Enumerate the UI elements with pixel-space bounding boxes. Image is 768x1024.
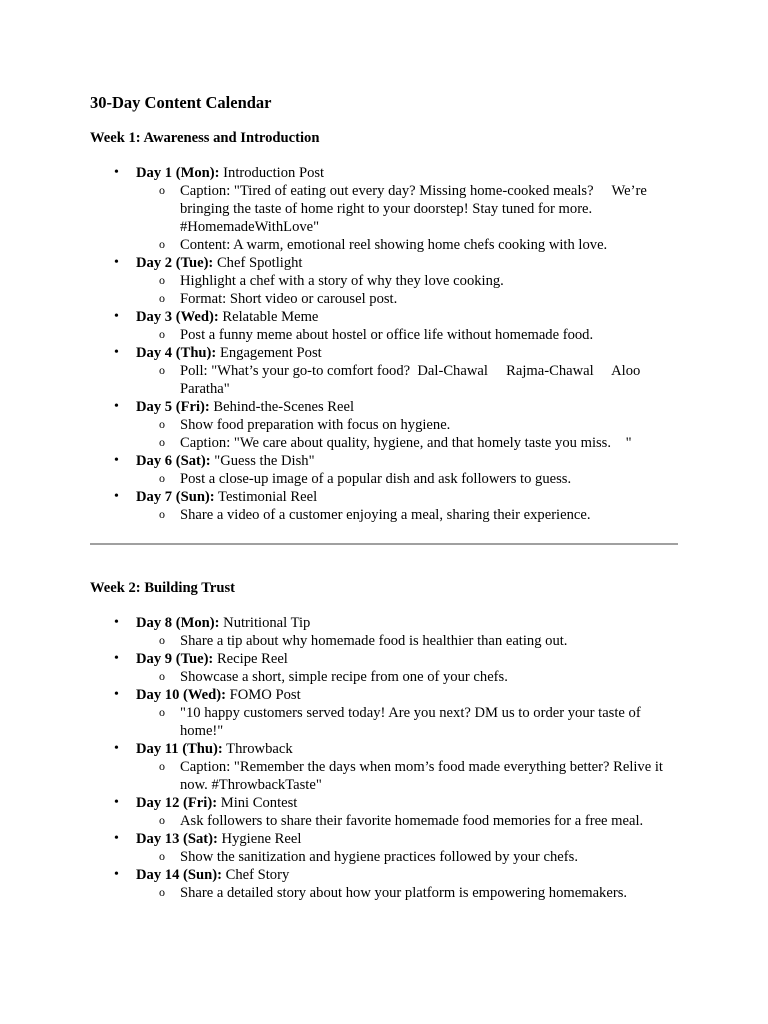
day-2-details <box>136 272 680 308</box>
detail-item: o Content: A warm, emotional reel showing home chefs cooking with love. <box>136 236 680 254</box>
day-label: Day 8 (Mon): <box>136 615 220 631</box>
day-2-item <box>90 254 680 308</box>
day-12-item <box>90 794 680 830</box>
day-label: Day 3 (Wed): <box>136 309 219 325</box>
day-label: Day 7 (Sun): <box>136 489 215 505</box>
day-topic: "Guess the Dish" <box>214 453 315 469</box>
day-9-details <box>136 668 680 686</box>
detail-item: o Caption: "We care about quality, hygiene, and that homely taste you miss. " <box>136 434 680 452</box>
day-topic: Throwback <box>226 741 293 757</box>
day-label: Day 13 (Sat): <box>136 831 218 847</box>
day-label: Day 5 (Fri): <box>136 399 210 415</box>
day-topic: Mini Contest <box>220 795 298 811</box>
day-topic: FOMO Post <box>229 687 301 703</box>
day-topic: Nutritional Tip <box>223 615 311 631</box>
day-label: Day 12 (Fri): <box>136 795 218 811</box>
day-14-item <box>90 866 680 902</box>
detail-item: o Showcase a short, simple recipe from one of your chefs. <box>136 668 680 686</box>
day-topic: Introduction Post <box>223 165 325 181</box>
week-1-day-list <box>90 164 680 524</box>
detail-item: o "10 happy customers served today! Are you next? DM us to order your taste of home!" <box>136 704 680 740</box>
day-4-details <box>136 362 680 398</box>
day-3-item <box>90 308 680 344</box>
detail-item: o Share a detailed story about how your platform is empowering homemakers. <box>136 884 680 902</box>
day-label: Day 6 (Sat): <box>136 453 211 469</box>
day-topic: Relatable Meme <box>222 309 319 325</box>
day-13-item <box>90 830 680 866</box>
detail-item: o Share a video of a customer enjoying a meal, sharing their experience. <box>136 506 680 524</box>
day-topic: Hygiene Reel <box>221 831 302 847</box>
day-label: Day 2 (Tue): <box>136 255 214 271</box>
day-label: Day 9 (Tue): <box>136 651 214 667</box>
day-12-details <box>136 812 680 830</box>
day-topic: Recipe Reel <box>216 651 288 667</box>
detail-item: o Post a close-up image of a popular dish and ask followers to guess. <box>136 470 680 488</box>
detail-item: o Ask followers to share their favorite homemade food memories for a free meal. <box>136 812 680 830</box>
day-topic: Chef Spotlight <box>216 255 303 271</box>
day-6-details <box>136 470 680 488</box>
day-1-details <box>136 182 680 254</box>
day-topic: Testimonial Reel <box>218 489 318 505</box>
week-2-section <box>90 579 680 902</box>
day-7-item <box>90 488 680 524</box>
detail-item: o Format: Short video or carousel post. <box>136 290 680 308</box>
day-label: Day 4 (Thu): <box>136 345 217 361</box>
day-label: Day 14 (Sun): <box>136 867 222 883</box>
detail-item: o Caption: "Tired of eating out every day? Missing home-cooked meals? We’re bringing the taste of home right to your doorstep! Stay tuned for more. #HomemadeWithLove" <box>136 182 680 236</box>
day-10-details <box>136 704 680 740</box>
detail-item: o Post a funny meme about hostel or office life without homemade food. <box>136 326 680 344</box>
day-9-item <box>90 650 680 686</box>
detail-item: o Highlight a chef with a story of why they love cooking. <box>136 272 680 290</box>
day-topic: Chef Story <box>225 867 290 883</box>
day-13-details <box>136 848 680 866</box>
day-6-item <box>90 452 680 488</box>
day-label: Day 11 (Thu): <box>136 741 223 757</box>
document-title: 30-Day Content Calendar <box>90 93 272 112</box>
day-label: Day 1 (Mon): <box>136 165 220 181</box>
day-5-details <box>136 416 680 452</box>
day-11-details <box>136 758 680 794</box>
week-1-heading: Week 1: Awareness and Introduction <box>90 130 320 146</box>
document-page <box>90 92 680 902</box>
day-label: Day 10 (Wed): <box>136 687 226 703</box>
week-1-section <box>90 129 680 524</box>
day-14-details <box>136 884 680 902</box>
day-8-item <box>90 614 680 650</box>
week-2-day-list <box>90 614 680 902</box>
day-topic: Behind-the-Scenes Reel <box>213 399 355 415</box>
detail-item: o Caption: "Remember the days when mom’s food made everything better? Relive it now. #ThrowbackTaste" <box>136 758 680 794</box>
day-topic: Engagement Post <box>219 345 322 361</box>
day-5-item <box>90 398 680 452</box>
day-11-item <box>90 740 680 794</box>
day-1-item <box>90 164 680 254</box>
week-2-heading: Week 2: Building Trust <box>90 580 236 596</box>
day-3-details <box>136 326 680 344</box>
day-8-details <box>136 632 680 650</box>
detail-item: o Show food preparation with focus on hygiene. <box>136 416 680 434</box>
detail-item: o Share a tip about why homemade food is healthier than eating out. <box>136 632 680 650</box>
day-4-item <box>90 344 680 398</box>
day-10-item <box>90 686 680 740</box>
detail-item: o Show the sanitization and hygiene practices followed by your chefs. <box>136 848 680 866</box>
section-divider <box>90 543 678 545</box>
detail-item: o Poll: "What’s your go-to comfort food? Dal-Chawal Rajma-Chawal Aloo Paratha" <box>136 362 680 398</box>
day-7-details <box>136 506 680 524</box>
